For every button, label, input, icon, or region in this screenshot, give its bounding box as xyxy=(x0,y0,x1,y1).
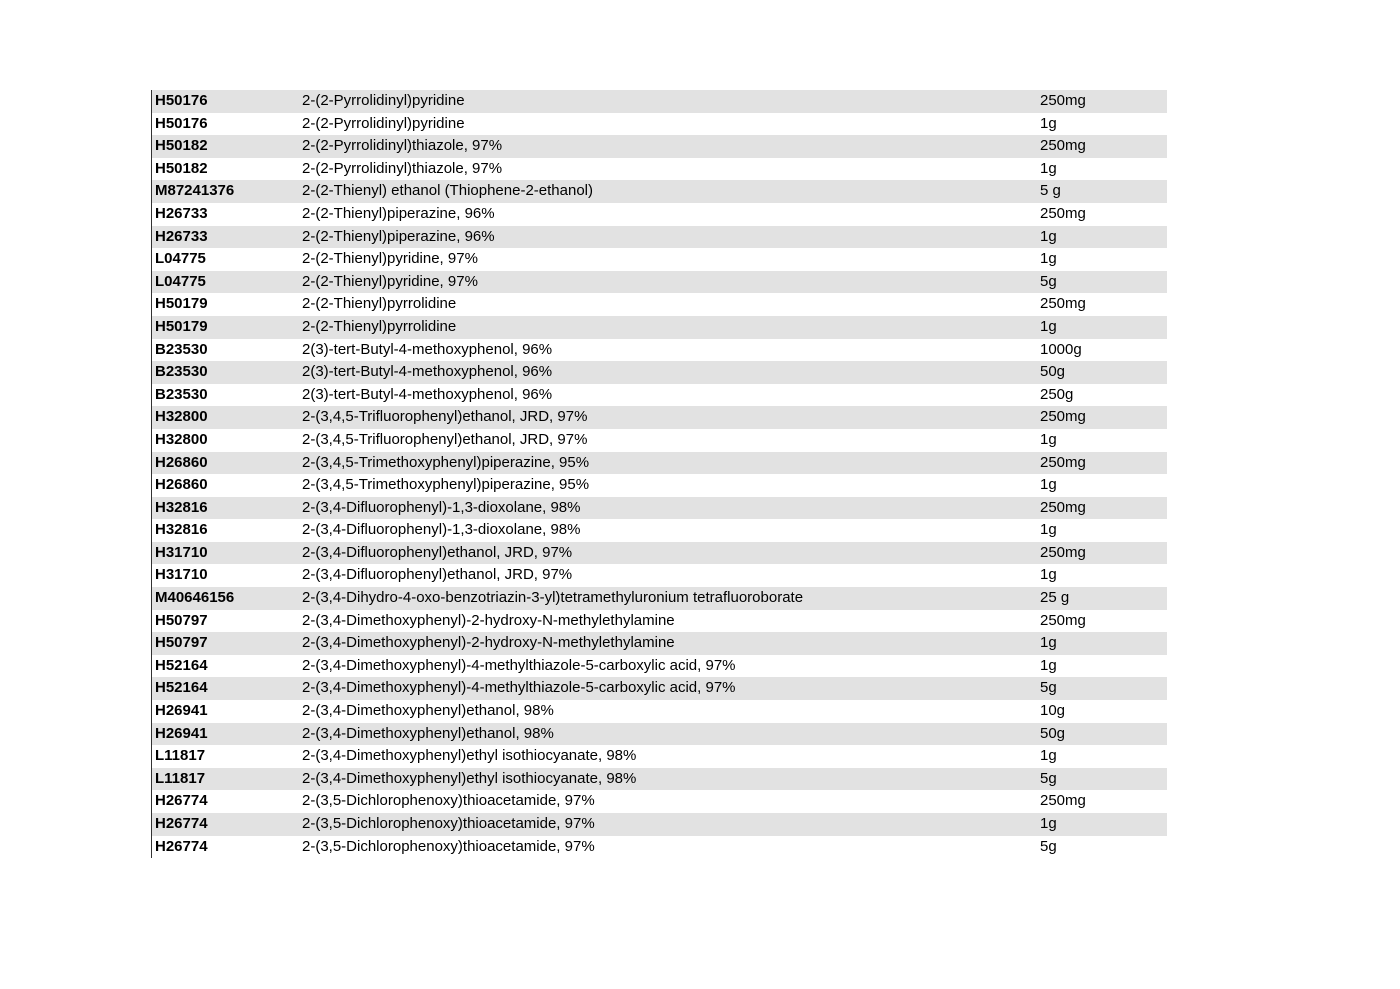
catalog-code-cell: H50182 xyxy=(155,159,208,177)
catalog-code-cell: H32816 xyxy=(155,498,208,516)
catalog-code-cell: H26860 xyxy=(155,453,208,471)
table-row xyxy=(152,293,1167,316)
pack-size-cell: 1g xyxy=(1040,317,1057,335)
table-row xyxy=(152,723,1167,746)
table-row xyxy=(152,203,1167,226)
product-name-cell: 2(3)-tert-Butyl-4-methoxyphenol, 96% xyxy=(302,385,553,403)
product-name-cell: 2-(2-Pyrrolidinyl)pyridine xyxy=(302,114,465,132)
pack-size-cell: 1g xyxy=(1040,159,1057,177)
catalog-code-cell: L04775 xyxy=(155,250,206,268)
pack-size-cell: 1g xyxy=(1040,634,1057,652)
product-name-cell: 2-(3,4-Dimethoxyphenyl)ethyl isothiocyanate, 98% xyxy=(302,747,637,765)
pack-size-cell: 5g xyxy=(1040,272,1057,290)
product-name-cell: 2-(3,4,5-Trimethoxyphenyl)piperazine, 95% xyxy=(302,453,590,471)
catalog-code-cell: H26774 xyxy=(155,792,208,810)
product-name-cell: 2-(2-Thienyl)pyridine, 97% xyxy=(302,272,478,290)
product-name-cell: 2-(3,4-Difluorophenyl)-1,3-dioxolane, 98% xyxy=(302,498,581,516)
pack-size-cell: 250mg xyxy=(1040,611,1086,629)
table-row xyxy=(152,135,1167,158)
product-name-cell: 2-(2-Thienyl)piperazine, 96% xyxy=(302,204,495,222)
catalog-code-cell: H26941 xyxy=(155,702,208,720)
pack-size-cell: 5g xyxy=(1040,837,1057,855)
product-name-cell: 2-(2-Pyrrolidinyl)thiazole, 97% xyxy=(302,159,503,177)
pack-size-cell: 1g xyxy=(1040,430,1057,448)
table-row xyxy=(152,113,1167,136)
pack-size-cell: 250mg xyxy=(1040,792,1086,810)
catalog-code-cell: H31710 xyxy=(155,566,208,584)
catalog-code-cell: H32800 xyxy=(155,430,208,448)
catalog-code-cell: H50797 xyxy=(155,611,208,629)
table-row xyxy=(152,677,1167,700)
pack-size-cell: 250mg xyxy=(1040,498,1086,516)
table-row xyxy=(152,271,1167,294)
catalog-code-cell: H50179 xyxy=(155,295,208,313)
catalog-code-cell: H50797 xyxy=(155,634,208,652)
table-row xyxy=(152,248,1167,271)
catalog-code-cell: H52164 xyxy=(155,656,208,674)
pack-size-cell: 5g xyxy=(1040,679,1057,697)
catalog-code-cell: L11817 xyxy=(155,747,206,765)
product-name-cell: 2(3)-tert-Butyl-4-methoxyphenol, 96% xyxy=(302,340,553,358)
catalog-code-cell: M87241376 xyxy=(155,182,235,200)
pack-size-cell: 1g xyxy=(1040,521,1057,539)
product-name-cell: 2-(2-Thienyl)pyridine, 97% xyxy=(302,250,478,268)
pack-size-cell: 250mg xyxy=(1040,92,1086,109)
product-name-cell: 2(3)-tert-Butyl-4-methoxyphenol, 96% xyxy=(302,363,553,381)
table-row xyxy=(152,700,1167,723)
catalog-code-cell: H32800 xyxy=(155,408,208,426)
product-name-cell: 2-(3,4-Difluorophenyl)ethanol, JRD, 97% xyxy=(302,543,573,561)
product-table xyxy=(151,90,1167,858)
table-row xyxy=(152,384,1167,407)
table-row xyxy=(152,226,1167,249)
catalog-code-cell: H50176 xyxy=(155,114,208,132)
product-name-cell: 2-(3,4-Dimethoxyphenyl)-4-methylthiazole-5-carboxylic acid, 97% xyxy=(302,679,736,697)
pack-size-cell: 250mg xyxy=(1040,204,1086,222)
catalog-code-cell: B23530 xyxy=(155,363,208,381)
pack-size-cell: 25 g xyxy=(1040,589,1070,607)
catalog-code-cell: H26733 xyxy=(155,204,208,222)
product-name-cell: 2-(3,4,5-Trifluorophenyl)ethanol, JRD, 97% xyxy=(302,408,588,426)
table-row xyxy=(152,564,1167,587)
table-row xyxy=(152,158,1167,181)
catalog-code-cell: B23530 xyxy=(155,340,208,358)
table-row xyxy=(152,339,1167,362)
catalog-code-cell: H26774 xyxy=(155,837,208,855)
catalog-code-cell: H26860 xyxy=(155,476,208,494)
table-row xyxy=(152,745,1167,768)
product-name-cell: 2-(2-Thienyl) ethanol (Thiophene-2-ethanol) xyxy=(302,182,593,200)
table-row xyxy=(152,587,1167,610)
catalog-code-cell: H50176 xyxy=(155,92,208,109)
catalog-code-cell: H52164 xyxy=(155,679,208,697)
table-row xyxy=(152,90,1167,113)
table-row xyxy=(152,519,1167,542)
pack-size-cell: 1g xyxy=(1040,114,1057,132)
catalog-code-cell: H31710 xyxy=(155,543,208,561)
table-row xyxy=(152,180,1167,203)
table-row xyxy=(152,836,1167,859)
product-name-cell: 2-(3,4-Difluorophenyl)ethanol, JRD, 97% xyxy=(302,566,573,584)
product-name-cell: 2-(2-Thienyl)piperazine, 96% xyxy=(302,227,495,245)
pack-size-cell: 1000g xyxy=(1040,340,1082,358)
catalog-code-cell: H26774 xyxy=(155,815,208,832)
catalog-code-cell: L11817 xyxy=(155,769,206,787)
product-name-cell: 2-(3,4-Dihydro-4-oxo-benzotriazin-3-yl)tetramethyluronium tetrafluoroborate xyxy=(302,589,804,607)
table-row xyxy=(152,632,1167,655)
pack-size-cell: 250mg xyxy=(1040,453,1086,471)
catalog-code-cell: H50182 xyxy=(155,137,208,155)
table-row xyxy=(152,790,1167,813)
pack-size-cell: 50g xyxy=(1040,363,1066,381)
pack-size-cell: 1g xyxy=(1040,815,1057,832)
product-name-cell: 2-(3,5-Dichlorophenoxy)thioacetamide, 97% xyxy=(302,837,595,855)
table-row xyxy=(152,610,1167,633)
pack-size-cell: 250mg xyxy=(1040,295,1086,313)
pack-size-cell: 250mg xyxy=(1040,137,1086,155)
table-row xyxy=(152,813,1167,836)
product-name-cell: 2-(3,4-Dimethoxyphenyl)ethanol, 98% xyxy=(302,724,554,742)
table-row xyxy=(152,474,1167,497)
pack-size-cell: 250mg xyxy=(1040,543,1086,561)
table-row xyxy=(152,316,1167,339)
pack-size-cell: 1g xyxy=(1040,227,1057,245)
catalog-code-cell: L04775 xyxy=(155,272,206,290)
product-name-cell: 2-(3,4-Dimethoxyphenyl)ethyl isothiocyanate, 98% xyxy=(302,769,637,787)
catalog-code-cell: M40646156 xyxy=(155,589,235,607)
pack-size-cell: 250g xyxy=(1040,385,1074,403)
product-name-cell: 2-(3,4-Dimethoxyphenyl)-2-hydroxy-N-methylethylamine xyxy=(302,611,675,629)
product-name-cell: 2-(3,4,5-Trifluorophenyl)ethanol, JRD, 97% xyxy=(302,430,588,448)
table-row xyxy=(152,452,1167,475)
pack-size-cell: 5 g xyxy=(1040,182,1061,200)
table-row xyxy=(152,655,1167,678)
catalog-code-cell: H50179 xyxy=(155,317,208,335)
product-name-cell: 2-(3,4-Dimethoxyphenyl)ethanol, 98% xyxy=(302,702,554,720)
table-row xyxy=(152,497,1167,520)
pack-size-cell: 50g xyxy=(1040,724,1066,742)
pack-size-cell: 250mg xyxy=(1040,408,1086,426)
table-row xyxy=(152,429,1167,452)
product-name-cell: 2-(2-Pyrrolidinyl)thiazole, 97% xyxy=(302,137,503,155)
pack-size-cell: 1g xyxy=(1040,566,1057,584)
pack-size-cell: 1g xyxy=(1040,747,1057,765)
catalog-code-cell: H26733 xyxy=(155,227,208,245)
catalog-code-cell: H26941 xyxy=(155,724,208,742)
product-name-cell: 2-(3,4,5-Trimethoxyphenyl)piperazine, 95% xyxy=(302,476,590,494)
product-name-cell: 2-(2-Pyrrolidinyl)pyridine xyxy=(302,92,465,109)
table-row xyxy=(152,768,1167,791)
table-row xyxy=(152,361,1167,384)
table-row xyxy=(152,406,1167,429)
product-name-cell: 2-(3,5-Dichlorophenoxy)thioacetamide, 97% xyxy=(302,815,595,832)
product-name-cell: 2-(2-Thienyl)pyrrolidine xyxy=(302,295,457,313)
pack-size-cell: 1g xyxy=(1040,656,1057,674)
table-row xyxy=(152,542,1167,565)
product-name-cell: 2-(3,4-Dimethoxyphenyl)-4-methylthiazole-5-carboxylic acid, 97% xyxy=(302,656,736,674)
product-name-cell: 2-(3,4-Dimethoxyphenyl)-2-hydroxy-N-methylethylamine xyxy=(302,634,675,652)
pack-size-cell: 1g xyxy=(1040,250,1057,268)
product-name-cell: 2-(3,4-Difluorophenyl)-1,3-dioxolane, 98% xyxy=(302,521,581,539)
catalog-code-cell: H32816 xyxy=(155,521,208,539)
pack-size-cell: 1g xyxy=(1040,476,1057,494)
pack-size-cell: 5g xyxy=(1040,769,1057,787)
product-name-cell: 2-(2-Thienyl)pyrrolidine xyxy=(302,317,457,335)
pack-size-cell: 10g xyxy=(1040,702,1066,720)
catalog-code-cell: B23530 xyxy=(155,385,208,403)
product-name-cell: 2-(3,5-Dichlorophenoxy)thioacetamide, 97% xyxy=(302,792,595,810)
